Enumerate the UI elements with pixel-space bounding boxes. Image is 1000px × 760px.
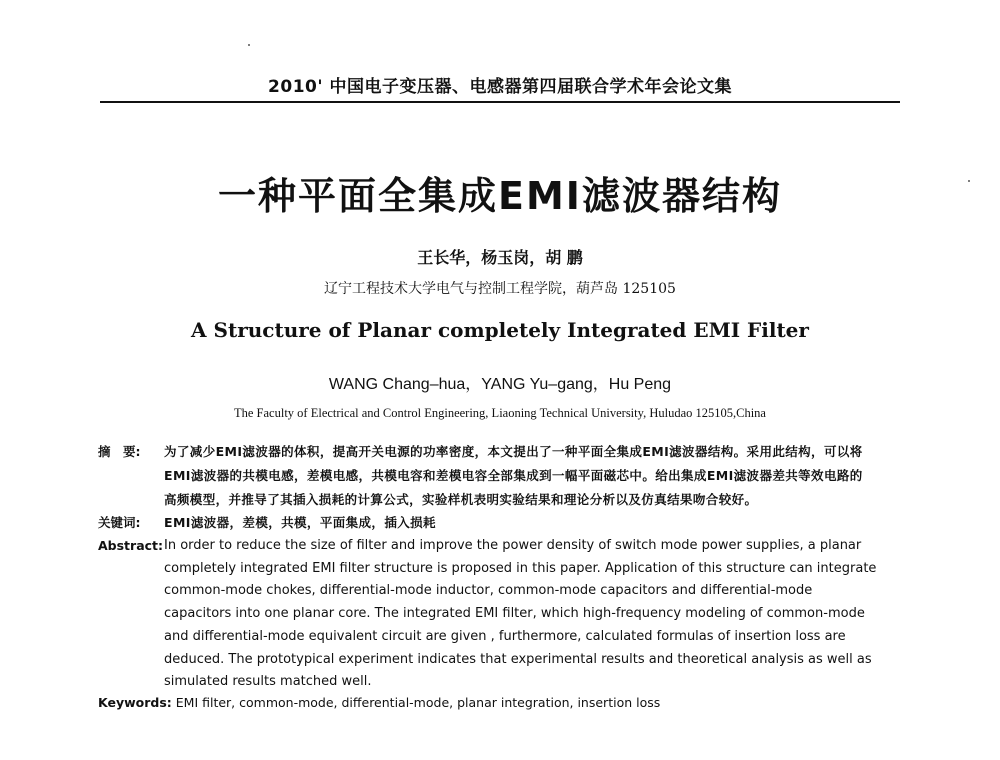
header-rule bbox=[100, 101, 900, 103]
chinese-keywords-text: EMI滤波器，差模，共模，平面集成，插入损耗 bbox=[164, 515, 436, 530]
chinese-keywords-body bbox=[164, 511, 903, 535]
english-title: A Structure of Planar completely Integrated EMI Filter bbox=[191, 318, 809, 342]
english-abstract-line: simulated results matched well. bbox=[164, 674, 372, 690]
chinese-abstract-line: 高频模型，并推导了其插入损耗的计算公式，实验样机表明实验结果和理论分析以及仿真结果吻合较好。 bbox=[164, 492, 758, 507]
english-keywords-text: EMI filter, common-mode, differential-mode, planar integration, insertion loss bbox=[175, 695, 661, 710]
english-abstract bbox=[98, 535, 903, 694]
english-keywords-label: Keywords: bbox=[98, 695, 172, 710]
english-authors: WANG Chang–hua，YANG Yu–gang，Hu Peng bbox=[328, 376, 672, 393]
chinese-abstract-line: 为了减少EMI滤波器的体积，提高开关电源的功率密度，本文提出了一种平面全集成EMI滤波器结构。采用此结构，可以将 bbox=[164, 444, 863, 459]
chinese-affiliation: 辽宁工程技术大学电气与控制工程学院，葫芦岛 125105 bbox=[324, 281, 676, 297]
english-abstract-label: Abstract: bbox=[98, 538, 164, 553]
english-keywords bbox=[98, 695, 660, 710]
english-abstract-line: deduced. The prototypical experiment indicates that experimental results and theoretical analysis as well as bbox=[164, 651, 872, 667]
english-abstract-line: capacitors into one planar core. The integrated EMI filter, which high-frequency modeling of common-mode bbox=[164, 606, 865, 622]
english-abstract-line: In order to reduce the size of filter and improve the power density of switch mode power supplies, a planar bbox=[164, 538, 862, 553]
chinese-keywords bbox=[98, 511, 903, 535]
english-abstract-line: common-mode chokes, differential-mode inductor, common-mode capacitors and differential-mode bbox=[164, 583, 813, 599]
scan-speck bbox=[248, 44, 250, 46]
chinese-abstract-label: 摘 要: bbox=[98, 444, 141, 459]
english-abstract-line: completely integrated EMI filter structure is proposed in this paper. Application of this structure can integrate bbox=[164, 560, 877, 576]
chinese-authors: 王长华，杨玉岗，胡 鹏 bbox=[417, 248, 583, 267]
chinese-abstract-body bbox=[164, 440, 903, 512]
chinese-title: 一种平面全集成EMI滤波器结构 bbox=[218, 174, 782, 218]
proceedings-header: 2010' 中国电子变压器、电感器第四届联合学术年会论文集 bbox=[268, 77, 732, 97]
english-abstract-line: and differential-mode equivalent circuit are given , furthermore, calculated formulas of insertion loss are bbox=[164, 628, 846, 644]
chinese-keywords-label: 关键词: bbox=[98, 515, 141, 530]
chinese-abstract-line: EMI滤波器的共模电感，差模电感，共模电容和差模电容全部集成到一幅平面磁芯中。给出集成EMI滤波器差共等效电路的 bbox=[164, 468, 863, 483]
english-abstract-body bbox=[164, 535, 903, 694]
chinese-abstract bbox=[98, 440, 903, 512]
english-affiliation: The Faculty of Electrical and Control Engineering, Liaoning Technical University, Huludao 125105,China bbox=[234, 406, 766, 420]
